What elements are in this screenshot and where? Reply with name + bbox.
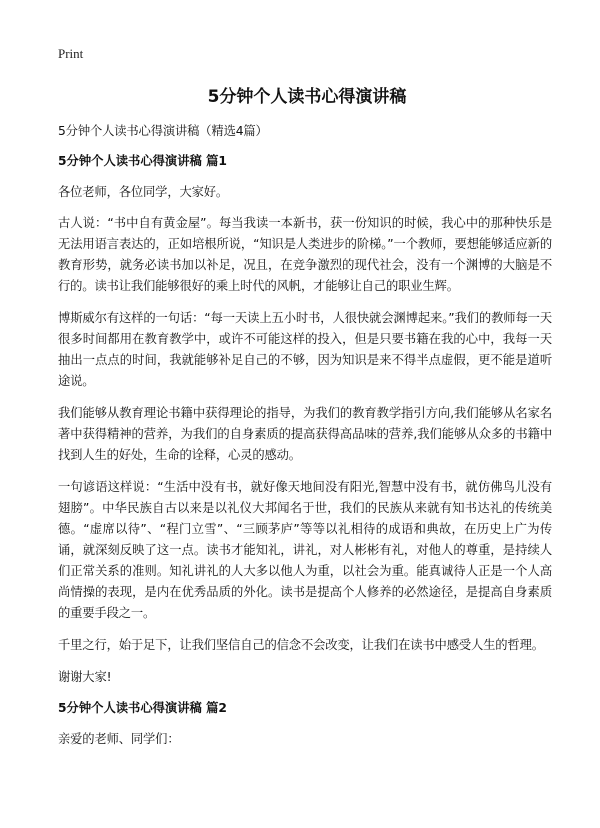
paragraph-greeting: 各位老师，各位同学，大家好。 [58,185,229,199]
paragraph: 一句谚语这样说：“生活中没有书，就好像天地间没有阳光,智慧中没有书，就仿佛鸟儿没有翅膀”。中华民族自古以来是以礼仪大邦闻名于世，我们的民族从来就有知书达礼的传统美德。“虚席以待”、“程门立雪”、“三顾茅庐”等等以礼相待的成语和典故，在历史上广为传诵，就深刻反映了这一点。读书才能知礼，讲礼，对人彬彬有礼，对他人的尊重，是持续人们正常关系的准则。知礼讲礼的人大多以他人为重，以社会为重。能真诚待人正是一个人高尚情操的表现，是内在优秀品质的外化。读书是提高个人修养的必然途径，是提高自身素质的重要手段之一。 [58,480,552,620]
page-title: 5分钟个人读书心得演讲稿 [207,87,407,107]
section-heading-1: 5分钟个人读书心得演讲稿 篇1 [58,154,227,168]
document-body [58,121,552,760]
print-label: Print [58,46,84,61]
section-heading-2: 5分钟个人读书心得演讲稿 篇2 [58,701,227,715]
paragraph-thanks: 谢谢大家! [58,670,112,684]
document-subtitle: 5分钟个人读书心得演讲稿（精选4篇） [58,124,268,138]
paragraph: 古人说：“书中自有黄金屋”。每当我读一本新书，获一份知识的时候，我心中的那种快乐是无法用语言表达的，正如培根所说，“知识是人类进步的阶梯。”一个教师，要想能够适应新的教育形势，就务必读书加以补足，况且，在竞争激烈的现代社会，没有一个渊博的大脑是不行的。读书让我们能够很好的乘上时代的风帆，才能够让自己的职业生辉。 [58,216,552,293]
paragraph: 我们能够从教育理论书籍中获得理论的指导，为我们的教育教学指引方向,我们能够从名家名著中获得精神的营养，为我们的自身素质的提高获得高品味的营养,我们能够从众多的书籍中找到人生的好处，生命的诠释，心灵的感动。 [58,406,552,462]
paragraph-greeting: 亲爱的老师、同学们： [58,732,180,746]
paragraph: 博斯威尔有这样的一句话：“每一天读上五小时书，人很快就会渊博起来。”我们的教师每一天很多时间都用在教育教学中，或许不可能这样的投入，但是只要书籍在我的心中，我每一天抽出一点点的时间，我就能够补足自己的不够，因为知识是来不得半点虚假，更不能是道听途说。 [58,311,552,388]
paragraph: 千里之行，始于足下，让我们坚信自己的信念不会改变，让我们在读书中感受人生的哲理。 [58,638,544,652]
